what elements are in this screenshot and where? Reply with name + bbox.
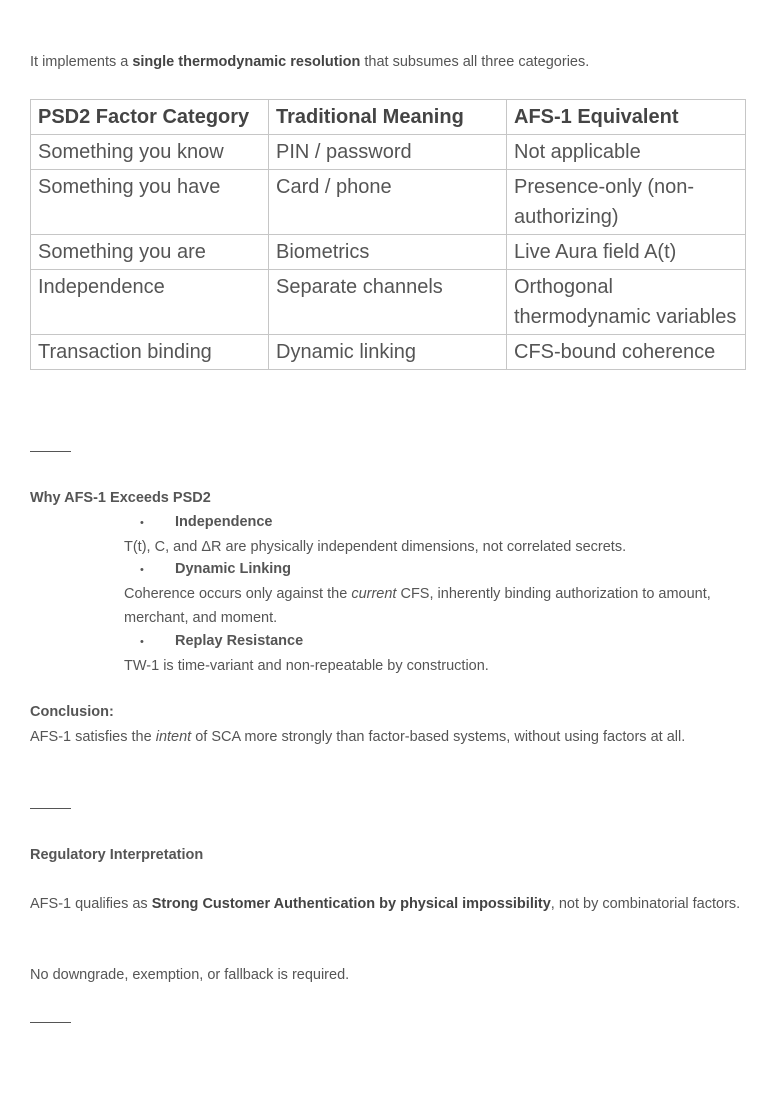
table-cell: Something you have [31, 170, 269, 235]
regulatory-text: AFS-1 qualifies as [30, 896, 152, 912]
table-row [31, 270, 746, 335]
intro-text-post: that subsumes all three categories. [360, 54, 590, 70]
table-cell: Something you know [31, 135, 269, 170]
conclusion-paragraph [30, 725, 745, 749]
intro-text-bold: single thermodynamic resolution [132, 54, 361, 70]
table-cell: Not applicable [507, 135, 746, 170]
table-cell: Biometrics [269, 235, 507, 270]
table-cell: Orthogonal thermodynamic variables [507, 270, 746, 335]
bullet-dot: • [140, 636, 144, 648]
table-cell: Something you are [31, 235, 269, 270]
table-cell: Transaction binding [31, 335, 269, 370]
bullet-title: Dynamic Linking [175, 561, 292, 577]
bullet-title: Replay Resistance [175, 633, 304, 649]
intro-paragraph [30, 52, 589, 72]
section-divider [30, 808, 71, 809]
table-row [31, 335, 746, 370]
table-cell: Dynamic linking [269, 335, 507, 370]
table-cell: Live Aura field A(t) [507, 235, 746, 270]
bullet-item-dynamic-linking [140, 559, 291, 580]
regulatory-text: , not by combinatorial factors. [550, 896, 741, 912]
desc-emphasis: current [351, 586, 397, 602]
bullet-description: TW-1 is time-variant and non-repeatable by construction. [124, 658, 489, 674]
conclusion-text: AFS-1 satisfies the [30, 729, 156, 745]
section-divider [30, 1022, 71, 1023]
conclusion-text: of SCA more strongly than factor-based systems, without using factors at all. [191, 729, 686, 745]
header-psd2-factor-category: PSD2 Factor Category [31, 100, 269, 135]
intro-text-pre: It implements a [30, 54, 133, 70]
header-traditional-meaning: Traditional Meaning [269, 100, 507, 135]
table-row [31, 170, 746, 235]
table-cell: PIN / password [269, 135, 507, 170]
conclusion-emphasis: intent [155, 729, 192, 745]
table-cell: Independence [31, 270, 269, 335]
header-afs1-equivalent: AFS-1 Equivalent [507, 100, 746, 135]
table-cell: Separate channels [269, 270, 507, 335]
bullet-description [124, 582, 744, 630]
bullet-item-independence [140, 512, 273, 533]
table-cell: Presence-only (non-authorizing) [507, 170, 746, 235]
desc-text: CFS, inherently binding authorization to amount, merchant, and moment. [124, 586, 711, 626]
bullet-dot: • [140, 564, 144, 576]
desc-text: Coherence occurs only against the [124, 586, 352, 602]
table-row [31, 235, 746, 270]
bullet-item-replay-resistance [140, 631, 303, 652]
factor-comparison-table [30, 99, 746, 370]
why-heading: Why AFS-1 Exceeds PSD2 [30, 490, 211, 506]
bullet-dot: • [140, 517, 144, 529]
regulatory-bold: Strong Customer Authentication by physical impossibility [151, 896, 551, 912]
table-cell: Card / phone [269, 170, 507, 235]
bullet-description: T(t), C, and ΔR are physically independent dimensions, not correlated secrets. [124, 539, 627, 555]
regulatory-heading: Regulatory Interpretation [30, 847, 204, 863]
regulatory-note: No downgrade, exemption, or fallback is required. [30, 967, 350, 983]
section-divider [30, 451, 71, 452]
bullet-title: Independence [175, 514, 273, 530]
table-row [31, 135, 746, 170]
regulatory-paragraph [30, 892, 745, 916]
conclusion-heading: Conclusion: [30, 704, 114, 720]
table-cell: CFS-bound coherence [507, 335, 746, 370]
table-header-row [31, 100, 746, 135]
